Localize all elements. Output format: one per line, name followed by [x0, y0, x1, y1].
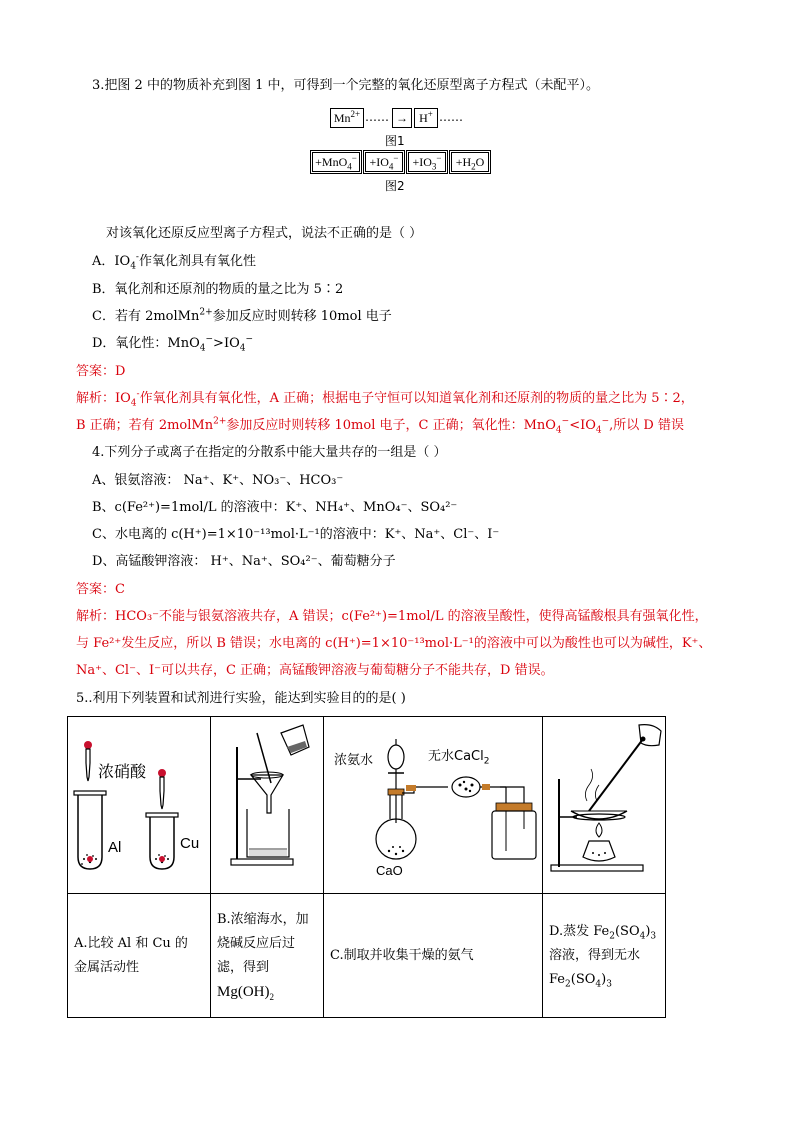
- q5-option-d-cell[interactable]: [543, 894, 666, 1018]
- q5-stem: 5..利用下列装置和试剂进行实验，能达到实验目的的是( ): [76, 691, 406, 706]
- q4-option-c: C、水电离的 c(H⁺)=1×10⁻¹³mol·L⁻¹的溶液中：K⁺、Na⁺、Cl⁻、I⁻: [92, 527, 500, 542]
- q3-analysis-line-1: 解析：$IO_4^-$作氧化剂具有氧化性，A 正确；根据电子守恒可以知道氧化剂和还原剂的物质的量之比为 5∶2，: [76, 389, 694, 409]
- q5-option-a-text: A.比较 Al 和 Cu 的 金属活动性: [74, 935, 188, 975]
- q4-analysis-line-1: 解析：HCO₃⁻不能与银氨溶液共存，A 错误；c(Fe²⁺)=1mol/L 的溶液呈酸性，使得高锰酸根具有强氧化性，: [76, 609, 708, 624]
- q4-analysis-line-3: Na⁺、Cl⁻、I⁻可以共存，C 正确；高锰酸钾溶液与葡萄糖分子不能共存，D 错误。: [76, 663, 554, 678]
- fig2-box-io3: $+IO_3^-$: [406, 150, 448, 174]
- q4-option-d: D、高锰酸钾溶液： H⁺、Na⁺、SO₄²⁻、葡萄糖分子: [92, 554, 396, 569]
- q5-option-a-cell[interactable]: [68, 894, 211, 1018]
- fig2-box-h2o: $+H_2O$: [449, 150, 491, 174]
- mg-oh-2-formula: $Mg(OH)_2$: [217, 983, 274, 1002]
- q3-analysis-line-2: B 正确；若有 2molMn$^{2+}$参加反应时则转移 10mol 电子，C 正确；氧化性：$MnO_4^-<IO_4^-$,所以 D 错误: [76, 416, 684, 436]
- q4-analysis-line-2: 与 Fe²⁺发生反应，所以 B 错误；水电离的 c(H⁺)=1×10⁻¹³mol·L⁻¹的溶液中可以为酸性也可以为碱性，K⁺、: [76, 636, 712, 651]
- q5-option-c-text: C.制取并收集干燥的氨气: [330, 947, 474, 963]
- fig2-caption: 图2: [385, 179, 405, 193]
- q3-option-c: C．若有 2molMn$^{2+}$参加反应时则转移 10mol 电子: [92, 307, 392, 324]
- label-conc-nitric-acid: 浓硝酸: [98, 762, 147, 781]
- q3-question: 对该氧化还原反应型离子方程式，说法不正确的是（ ）: [106, 226, 423, 241]
- q5-image-c: [324, 717, 543, 894]
- label-anhydrous-cacl2: 无水CaCl$_2$: [428, 749, 490, 767]
- fig1-box-h: H+: [414, 108, 438, 128]
- q5-image-d: [543, 717, 666, 894]
- fig1-dots-2: ……: [439, 110, 463, 124]
- q5-option-c-cell[interactable]: [324, 894, 543, 1018]
- q3-option-a: A．$IO_4^-$作氧化剂具有氧化性: [92, 252, 256, 272]
- fig1-dots: ……: [365, 110, 389, 124]
- q4-option-b: B、c(Fe²⁺)=1mol/L 的溶液中：K⁺、NH₄⁺、MnO₄⁻、SO₄²⁻: [92, 500, 458, 515]
- q5-experiment-table: [67, 716, 666, 1018]
- q3-answer: 答案：D: [76, 364, 126, 379]
- label-al: Al: [108, 839, 122, 856]
- evaporation-illustration: [543, 717, 665, 889]
- filtration-illustration: [211, 717, 323, 889]
- q4-stem: 4.下列分子或离子在指定的分散系中能大量共存的一组是（ ）: [92, 445, 447, 460]
- q5-option-b-text: B.浓缩海水，加 烧碱反应后过 滤，得到 $Mg(OH)_2$: [211, 904, 323, 1008]
- fig1-arrow: →: [392, 108, 412, 128]
- fig2-box-io4: $+IO_4^-$: [363, 150, 405, 174]
- q5-image-b: [211, 717, 324, 894]
- fig1-box-mn: $Mn^{2+}$: [330, 108, 364, 128]
- q5-image-a: [68, 717, 211, 894]
- label-cu: Cu: [180, 835, 200, 852]
- q3-option-d: D．氧化性：$MnO_4^->IO_4^-$: [92, 334, 254, 354]
- label-cao: CaO: [376, 863, 403, 878]
- fig1-caption: 图1: [385, 134, 405, 148]
- q3-stem: 3.把图 2 中的物质补充到图 1 中，可得到一个完整的氧化还原型离子方程式（未配平）。: [92, 78, 599, 93]
- q4-answer: 答案：C: [76, 582, 125, 597]
- q4-option-a: A、银氨溶液： Na⁺、K⁺、NO₃⁻、HCO₃⁻: [92, 473, 344, 488]
- q3-option-b: B．氧化剂和还原剂的物质的量之比为 5∶2: [92, 282, 344, 297]
- fig2-box-mno4: +MnO$_4$−: [310, 150, 362, 174]
- q5-option-d-text: D.蒸发 $Fe_2(SO_4)_3$ 溶液，得到无水 $Fe_2(SO_4)_3$: [549, 923, 657, 990]
- q5-option-b-cell[interactable]: [211, 894, 324, 1018]
- label-conc-ammonia: 浓氨水: [334, 753, 374, 768]
- test-tubes-illustration: [68, 719, 210, 891]
